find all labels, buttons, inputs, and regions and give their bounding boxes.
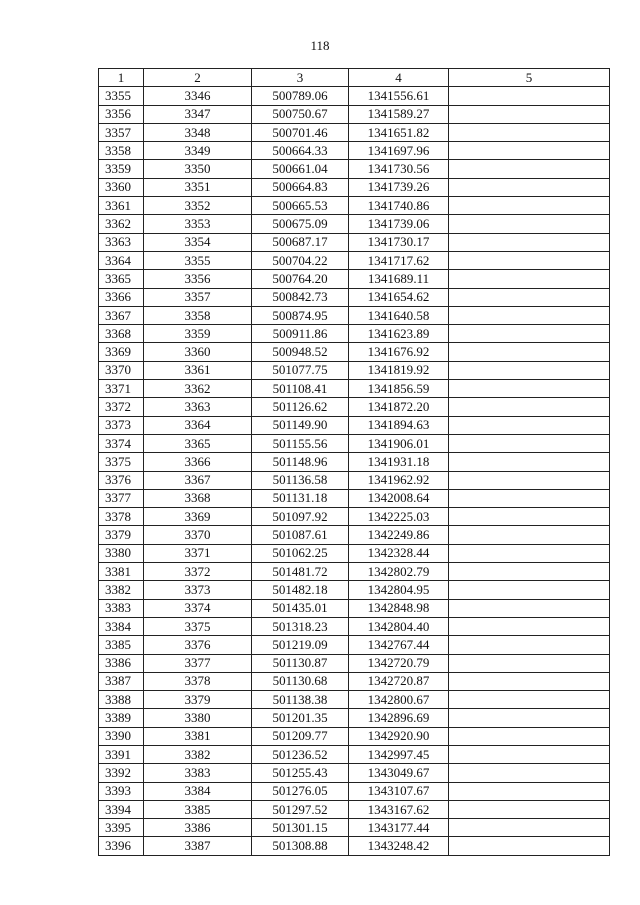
table-row	[99, 636, 610, 654]
table-row	[99, 178, 610, 196]
table-row	[99, 782, 610, 800]
point-number-cell: 3373	[144, 581, 252, 599]
y-coordinate-cell: 1343248.42	[349, 837, 449, 855]
column-header-2: 2	[144, 69, 252, 87]
point-number-cell: 3378	[144, 672, 252, 690]
table-row	[99, 197, 610, 215]
point-id-cell: 3363	[99, 233, 144, 251]
column-header-5: 5	[449, 69, 610, 87]
y-coordinate-cell: 1343049.67	[349, 764, 449, 782]
point-id-cell: 3357	[99, 123, 144, 141]
note-cell	[449, 581, 610, 599]
y-coordinate-cell: 1341962.92	[349, 471, 449, 489]
point-id-cell: 3359	[99, 160, 144, 178]
point-id-cell: 3390	[99, 727, 144, 745]
table-row	[99, 160, 610, 178]
table-row	[99, 343, 610, 361]
point-number-cell: 3362	[144, 380, 252, 398]
point-number-cell: 3359	[144, 325, 252, 343]
point-number-cell: 3349	[144, 142, 252, 160]
point-number-cell: 3386	[144, 819, 252, 837]
point-id-cell: 3383	[99, 599, 144, 617]
x-coordinate-cell: 500664.33	[252, 142, 349, 160]
point-id-cell: 3364	[99, 251, 144, 269]
table-row	[99, 233, 610, 251]
y-coordinate-cell: 1342997.45	[349, 745, 449, 763]
column-header-1: 1	[99, 69, 144, 87]
y-coordinate-cell: 1341717.62	[349, 251, 449, 269]
y-coordinate-cell: 1341894.63	[349, 416, 449, 434]
table-row	[99, 745, 610, 763]
point-id-cell: 3355	[99, 87, 144, 105]
point-number-cell: 3371	[144, 544, 252, 562]
column-header-3: 3	[252, 69, 349, 87]
point-number-cell: 3357	[144, 288, 252, 306]
point-number-cell: 3361	[144, 361, 252, 379]
x-coordinate-cell: 501077.75	[252, 361, 349, 379]
y-coordinate-cell: 1341651.82	[349, 123, 449, 141]
note-cell	[449, 87, 610, 105]
y-coordinate-cell: 1341730.17	[349, 233, 449, 251]
table-row	[99, 453, 610, 471]
y-coordinate-cell: 1342896.69	[349, 709, 449, 727]
x-coordinate-cell: 501297.52	[252, 800, 349, 818]
y-coordinate-cell: 1341623.89	[349, 325, 449, 343]
table-row	[99, 325, 610, 343]
point-id-cell: 3387	[99, 672, 144, 690]
point-number-cell: 3365	[144, 434, 252, 452]
note-cell	[449, 398, 610, 416]
note-cell	[449, 416, 610, 434]
y-coordinate-cell: 1341676.92	[349, 343, 449, 361]
y-coordinate-cell: 1343167.62	[349, 800, 449, 818]
note-cell	[449, 361, 610, 379]
point-number-cell: 3376	[144, 636, 252, 654]
x-coordinate-cell: 501087.61	[252, 526, 349, 544]
y-coordinate-cell: 1342328.44	[349, 544, 449, 562]
x-coordinate-cell: 501201.35	[252, 709, 349, 727]
point-number-cell: 3352	[144, 197, 252, 215]
note-cell	[449, 654, 610, 672]
point-id-cell: 3388	[99, 691, 144, 709]
x-coordinate-cell: 501097.92	[252, 508, 349, 526]
point-id-cell: 3374	[99, 434, 144, 452]
y-coordinate-cell: 1341730.56	[349, 160, 449, 178]
point-number-cell: 3369	[144, 508, 252, 526]
note-cell	[449, 270, 610, 288]
table-row	[99, 837, 610, 855]
note-cell	[449, 197, 610, 215]
note-cell	[449, 727, 610, 745]
y-coordinate-cell: 1341931.18	[349, 453, 449, 471]
note-cell	[449, 325, 610, 343]
x-coordinate-cell: 500948.52	[252, 343, 349, 361]
y-coordinate-cell: 1342848.98	[349, 599, 449, 617]
table-row	[99, 380, 610, 398]
table-row	[99, 361, 610, 379]
point-number-cell: 3358	[144, 306, 252, 324]
table-row	[99, 398, 610, 416]
point-id-cell: 3381	[99, 563, 144, 581]
point-number-cell: 3379	[144, 691, 252, 709]
point-number-cell: 3370	[144, 526, 252, 544]
table-body	[99, 87, 610, 855]
note-cell	[449, 178, 610, 196]
note-cell	[449, 471, 610, 489]
point-number-cell: 3346	[144, 87, 252, 105]
point-number-cell: 3363	[144, 398, 252, 416]
x-coordinate-cell: 500664.83	[252, 178, 349, 196]
point-number-cell: 3387	[144, 837, 252, 855]
y-coordinate-cell: 1342720.87	[349, 672, 449, 690]
x-coordinate-cell: 501209.77	[252, 727, 349, 745]
point-number-cell: 3367	[144, 471, 252, 489]
y-coordinate-cell: 1341697.96	[349, 142, 449, 160]
point-id-cell: 3356	[99, 105, 144, 123]
point-number-cell: 3364	[144, 416, 252, 434]
point-id-cell: 3375	[99, 453, 144, 471]
x-coordinate-cell: 501138.38	[252, 691, 349, 709]
y-coordinate-cell: 1341819.92	[349, 361, 449, 379]
y-coordinate-cell: 1342800.67	[349, 691, 449, 709]
point-number-cell: 3366	[144, 453, 252, 471]
y-coordinate-cell: 1341740.86	[349, 197, 449, 215]
point-id-cell: 3396	[99, 837, 144, 855]
x-coordinate-cell: 501308.88	[252, 837, 349, 855]
x-coordinate-cell: 501301.15	[252, 819, 349, 837]
note-cell	[449, 819, 610, 837]
point-id-cell: 3392	[99, 764, 144, 782]
point-number-cell: 3355	[144, 251, 252, 269]
x-coordinate-cell: 501219.09	[252, 636, 349, 654]
note-cell	[449, 617, 610, 635]
table-row	[99, 599, 610, 617]
note-cell	[449, 434, 610, 452]
x-coordinate-cell: 500704.22	[252, 251, 349, 269]
note-cell	[449, 691, 610, 709]
y-coordinate-cell: 1341872.20	[349, 398, 449, 416]
point-number-cell: 3384	[144, 782, 252, 800]
y-coordinate-cell: 1341654.62	[349, 288, 449, 306]
note-cell	[449, 251, 610, 269]
table-row	[99, 142, 610, 160]
point-id-cell: 3372	[99, 398, 144, 416]
y-coordinate-cell: 1341906.01	[349, 434, 449, 452]
point-id-cell: 3395	[99, 819, 144, 837]
point-number-cell: 3360	[144, 343, 252, 361]
y-coordinate-cell: 1341856.59	[349, 380, 449, 398]
x-coordinate-cell: 501482.18	[252, 581, 349, 599]
note-cell	[449, 672, 610, 690]
x-coordinate-cell: 501131.18	[252, 489, 349, 507]
header-row	[99, 69, 610, 87]
note-cell	[449, 215, 610, 233]
y-coordinate-cell: 1341689.11	[349, 270, 449, 288]
column-header-4: 4	[349, 69, 449, 87]
point-id-cell: 3366	[99, 288, 144, 306]
point-id-cell: 3380	[99, 544, 144, 562]
note-cell	[449, 508, 610, 526]
point-number-cell: 3380	[144, 709, 252, 727]
note-cell	[449, 142, 610, 160]
point-id-cell: 3358	[99, 142, 144, 160]
point-number-cell: 3375	[144, 617, 252, 635]
table-row	[99, 526, 610, 544]
table-row	[99, 306, 610, 324]
table-row	[99, 215, 610, 233]
point-number-cell: 3347	[144, 105, 252, 123]
point-id-cell: 3368	[99, 325, 144, 343]
x-coordinate-cell: 500687.17	[252, 233, 349, 251]
x-coordinate-cell: 501435.01	[252, 599, 349, 617]
table-row	[99, 563, 610, 581]
point-number-cell: 3381	[144, 727, 252, 745]
note-cell	[449, 764, 610, 782]
point-id-cell: 3373	[99, 416, 144, 434]
table-row	[99, 416, 610, 434]
point-number-cell: 3354	[144, 233, 252, 251]
point-id-cell: 3365	[99, 270, 144, 288]
y-coordinate-cell: 1341739.06	[349, 215, 449, 233]
x-coordinate-cell: 500661.04	[252, 160, 349, 178]
table-row	[99, 544, 610, 562]
note-cell	[449, 489, 610, 507]
x-coordinate-cell: 501130.68	[252, 672, 349, 690]
y-coordinate-cell: 1342720.79	[349, 654, 449, 672]
point-number-cell: 3351	[144, 178, 252, 196]
note-cell	[449, 709, 610, 727]
point-id-cell: 3389	[99, 709, 144, 727]
point-id-cell: 3362	[99, 215, 144, 233]
coordinates-table	[98, 68, 610, 856]
table-row	[99, 87, 610, 105]
y-coordinate-cell: 1343107.67	[349, 782, 449, 800]
point-id-cell: 3367	[99, 306, 144, 324]
note-cell	[449, 105, 610, 123]
point-id-cell: 3371	[99, 380, 144, 398]
page-number: 118	[310, 38, 330, 53]
note-cell	[449, 123, 610, 141]
table-row	[99, 617, 610, 635]
point-id-cell: 3386	[99, 654, 144, 672]
table-row	[99, 471, 610, 489]
point-id-cell: 3385	[99, 636, 144, 654]
table-row	[99, 819, 610, 837]
x-coordinate-cell: 500750.67	[252, 105, 349, 123]
x-coordinate-cell: 500789.06	[252, 87, 349, 105]
x-coordinate-cell: 500665.53	[252, 197, 349, 215]
x-coordinate-cell: 500842.73	[252, 288, 349, 306]
x-coordinate-cell: 501126.62	[252, 398, 349, 416]
x-coordinate-cell: 500701.46	[252, 123, 349, 141]
point-id-cell: 3394	[99, 800, 144, 818]
point-id-cell: 3360	[99, 178, 144, 196]
table-row	[99, 270, 610, 288]
x-coordinate-cell: 501108.41	[252, 380, 349, 398]
note-cell	[449, 800, 610, 818]
y-coordinate-cell: 1341556.61	[349, 87, 449, 105]
y-coordinate-cell: 1342802.79	[349, 563, 449, 581]
x-coordinate-cell: 500675.09	[252, 215, 349, 233]
table-row	[99, 123, 610, 141]
x-coordinate-cell: 501130.87	[252, 654, 349, 672]
point-id-cell: 3378	[99, 508, 144, 526]
point-id-cell: 3376	[99, 471, 144, 489]
point-number-cell: 3372	[144, 563, 252, 581]
point-id-cell: 3391	[99, 745, 144, 763]
note-cell	[449, 343, 610, 361]
note-cell	[449, 526, 610, 544]
y-coordinate-cell: 1342249.86	[349, 526, 449, 544]
note-cell	[449, 380, 610, 398]
point-id-cell: 3361	[99, 197, 144, 215]
x-coordinate-cell: 501155.56	[252, 434, 349, 452]
table-row	[99, 251, 610, 269]
x-coordinate-cell: 501276.05	[252, 782, 349, 800]
x-coordinate-cell: 501149.90	[252, 416, 349, 434]
point-number-cell: 3383	[144, 764, 252, 782]
table-row	[99, 672, 610, 690]
note-cell	[449, 288, 610, 306]
y-coordinate-cell: 1343177.44	[349, 819, 449, 837]
y-coordinate-cell: 1342225.03	[349, 508, 449, 526]
x-coordinate-cell: 501318.23	[252, 617, 349, 635]
point-number-cell: 3385	[144, 800, 252, 818]
table-row	[99, 654, 610, 672]
table-row	[99, 727, 610, 745]
table-row	[99, 508, 610, 526]
point-id-cell: 3393	[99, 782, 144, 800]
point-number-cell: 3374	[144, 599, 252, 617]
note-cell	[449, 636, 610, 654]
note-cell	[449, 745, 610, 763]
point-id-cell: 3370	[99, 361, 144, 379]
table-row	[99, 489, 610, 507]
y-coordinate-cell: 1342804.95	[349, 581, 449, 599]
note-cell	[449, 160, 610, 178]
note-cell	[449, 233, 610, 251]
note-cell	[449, 837, 610, 855]
x-coordinate-cell: 501136.58	[252, 471, 349, 489]
note-cell	[449, 544, 610, 562]
point-id-cell: 3379	[99, 526, 144, 544]
point-id-cell: 3377	[99, 489, 144, 507]
note-cell	[449, 453, 610, 471]
x-coordinate-cell: 500874.95	[252, 306, 349, 324]
point-id-cell: 3369	[99, 343, 144, 361]
point-number-cell: 3377	[144, 654, 252, 672]
point-number-cell: 3350	[144, 160, 252, 178]
table-row	[99, 288, 610, 306]
note-cell	[449, 306, 610, 324]
point-id-cell: 3384	[99, 617, 144, 635]
y-coordinate-cell: 1342920.90	[349, 727, 449, 745]
x-coordinate-cell: 501236.52	[252, 745, 349, 763]
table-row	[99, 105, 610, 123]
x-coordinate-cell: 501148.96	[252, 453, 349, 471]
y-coordinate-cell: 1342008.64	[349, 489, 449, 507]
point-number-cell: 3368	[144, 489, 252, 507]
x-coordinate-cell: 501481.72	[252, 563, 349, 581]
point-id-cell: 3382	[99, 581, 144, 599]
y-coordinate-cell: 1342804.40	[349, 617, 449, 635]
x-coordinate-cell: 500764.20	[252, 270, 349, 288]
x-coordinate-cell: 501255.43	[252, 764, 349, 782]
note-cell	[449, 563, 610, 581]
table-row	[99, 581, 610, 599]
x-coordinate-cell: 501062.25	[252, 544, 349, 562]
y-coordinate-cell: 1341589.27	[349, 105, 449, 123]
point-number-cell: 3356	[144, 270, 252, 288]
table-row	[99, 691, 610, 709]
table-row	[99, 434, 610, 452]
note-cell	[449, 599, 610, 617]
point-number-cell: 3353	[144, 215, 252, 233]
table-row	[99, 709, 610, 727]
point-number-cell: 3382	[144, 745, 252, 763]
x-coordinate-cell: 500911.86	[252, 325, 349, 343]
y-coordinate-cell: 1342767.44	[349, 636, 449, 654]
point-number-cell: 3348	[144, 123, 252, 141]
table-row	[99, 800, 610, 818]
table-row	[99, 764, 610, 782]
note-cell	[449, 782, 610, 800]
y-coordinate-cell: 1341739.26	[349, 178, 449, 196]
y-coordinate-cell: 1341640.58	[349, 306, 449, 324]
